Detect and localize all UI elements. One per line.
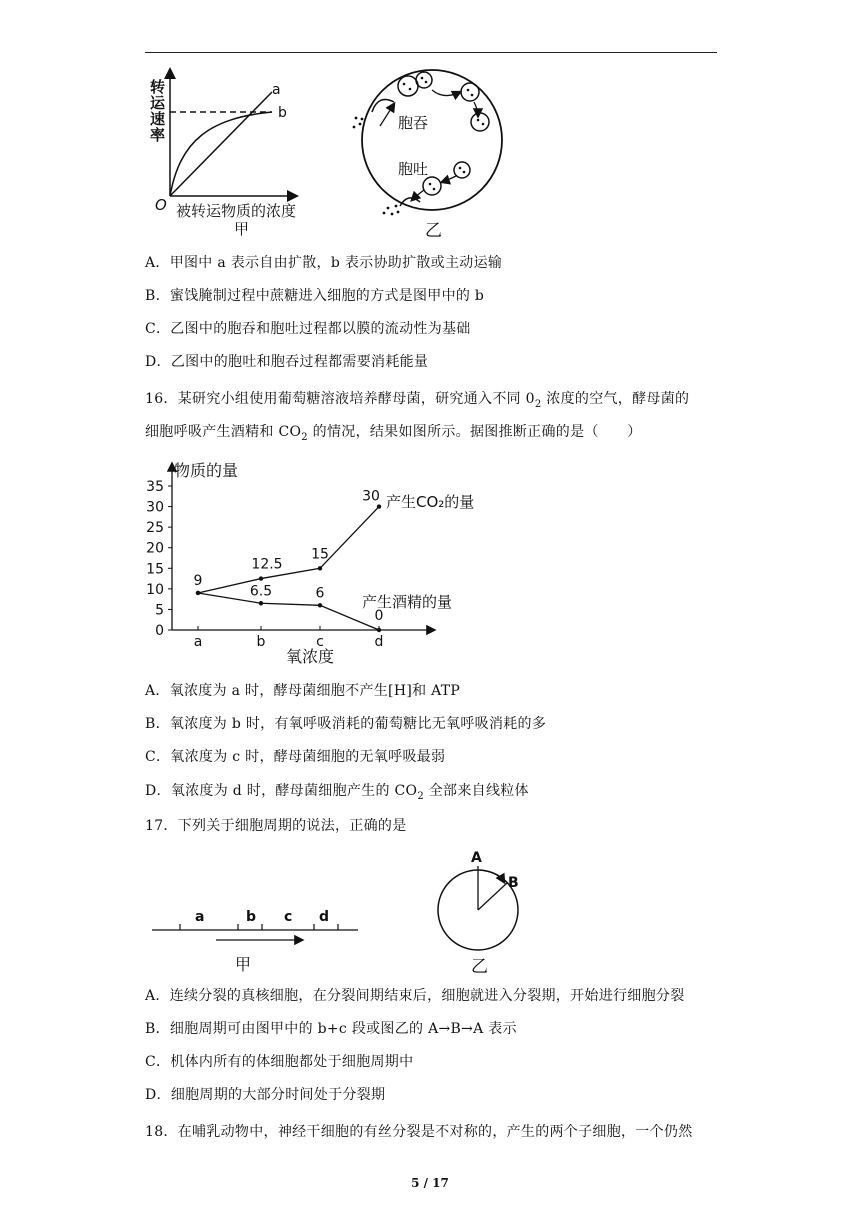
y-tick-label: 35: [146, 479, 164, 495]
x-tick-label: b: [256, 634, 266, 650]
y-tick-label: 15: [146, 561, 164, 578]
label-endocytosis: 胞吞: [398, 114, 429, 132]
seg-b: b: [246, 909, 257, 925]
series-name-co2: 产生CO₂的量: [386, 493, 475, 511]
chart-xlabel: 氧浓度: [286, 647, 335, 666]
y-tick-label: 5: [155, 602, 164, 619]
q15-option-b: B．蜜饯腌制过程中蔗糖进入细胞的方式是图甲中的 b: [145, 288, 485, 304]
data-label: 0: [374, 608, 384, 624]
q16-option-d: D．氧浓度为 d 时，酵母菌细胞产生的 $CO_2$ 全部来自线粒体: [145, 783, 529, 802]
data-label: 30: [362, 488, 380, 505]
y-tick-label: 10: [146, 581, 164, 598]
q15-option-a: A．甲图中 a 表示自由扩散，b 表示协助扩散或主动运输: [145, 255, 503, 271]
x-tick-label: d: [374, 634, 384, 650]
curve-b-label: b: [278, 105, 287, 121]
seg-c: c: [284, 909, 293, 925]
q16-option-c: C．氧浓度为 c 时，酵母菌细胞的无氧呼吸最弱: [145, 749, 446, 765]
q17-option-c: C．机体内所有的体细胞都处于细胞周期中: [145, 1054, 414, 1070]
q17-stem: 17．下列关于细胞周期的说法，正确的是: [145, 818, 407, 834]
point-A: A: [471, 850, 482, 866]
q16-stem-line2: 细胞呼吸产生酒精和 $CO_2$ 的情况，结果如图所示。据图推断正确的是（ ）: [145, 424, 642, 443]
jia-ylabel-2: 运: [150, 94, 166, 112]
q15-option-c: C．乙图中的胞吞和胞吐过程都以膜的流动性为基础: [145, 321, 471, 337]
jia-caption: 甲: [234, 220, 250, 238]
seg-d: d: [319, 909, 330, 925]
q16-stem-line1: 16．某研究小组使用葡萄糖溶液培养酵母菌，研究通入不同 $0_2$ 浓度的空气，酵母菌的: [145, 391, 690, 410]
data-label: 9: [193, 572, 203, 589]
y-tick-label: 30: [146, 499, 164, 516]
jia-ylabel-3: 速: [150, 110, 166, 128]
x-tick-label: c: [316, 634, 324, 650]
q17-jia-caption: 甲: [235, 955, 252, 974]
data-label: 6: [315, 585, 325, 602]
seg-a: a: [195, 909, 205, 925]
y-tick-label: 20: [146, 540, 164, 557]
yi-caption: 乙: [425, 221, 442, 241]
q17-option-a: A．连续分裂的真核细胞，在分裂间期结束后，细胞就进入分裂期，开始进行细胞分裂: [145, 988, 685, 1004]
q16-option-b: B．氧浓度为 b 时，有氧呼吸消耗的葡萄糖比无氧呼吸消耗的多: [145, 716, 547, 732]
series-name-ethanol: 产生酒精的量: [362, 593, 453, 611]
data-label: 12.5: [251, 556, 283, 573]
jia-xlabel: 被转运物质的浓度: [176, 202, 297, 220]
data-label: 15: [311, 546, 329, 563]
q17-option-b: B．细胞周期可由图甲中的 b+c 段或图乙的 A→B→A 表示: [145, 1021, 517, 1037]
jia-ylabel-1: 转: [150, 78, 166, 96]
chart-ylabel: 物质的量: [174, 461, 239, 480]
jia-origin: O: [155, 196, 167, 214]
data-label: 6.5: [249, 583, 273, 600]
page-number: 5 / 17: [411, 1176, 449, 1190]
q18-stem: 18．在哺乳动物中，神经干细胞的有丝分裂是不对称的，产生的两个子细胞，一个仍然: [145, 1124, 693, 1140]
x-tick-label: a: [193, 634, 203, 650]
q17-yi-caption: 乙: [471, 957, 488, 977]
y-tick-label: 0: [155, 623, 164, 639]
label-exocytosis: 胞吐: [398, 160, 429, 178]
curve-a-label: a: [272, 82, 281, 98]
y-tick-label: 25: [146, 520, 164, 537]
q17-option-d: D．细胞周期的大部分时间处于分裂期: [145, 1087, 386, 1103]
jia-ylabel-4: 率: [150, 126, 166, 144]
q16-option-a: A．氧浓度为 a 时，酵母菌细胞不产生[H]和 ATP: [145, 683, 461, 699]
q15-option-d: D．乙图中的胞吐和胞吞过程都需要消耗能量: [145, 354, 429, 370]
point-B: B: [508, 875, 519, 891]
